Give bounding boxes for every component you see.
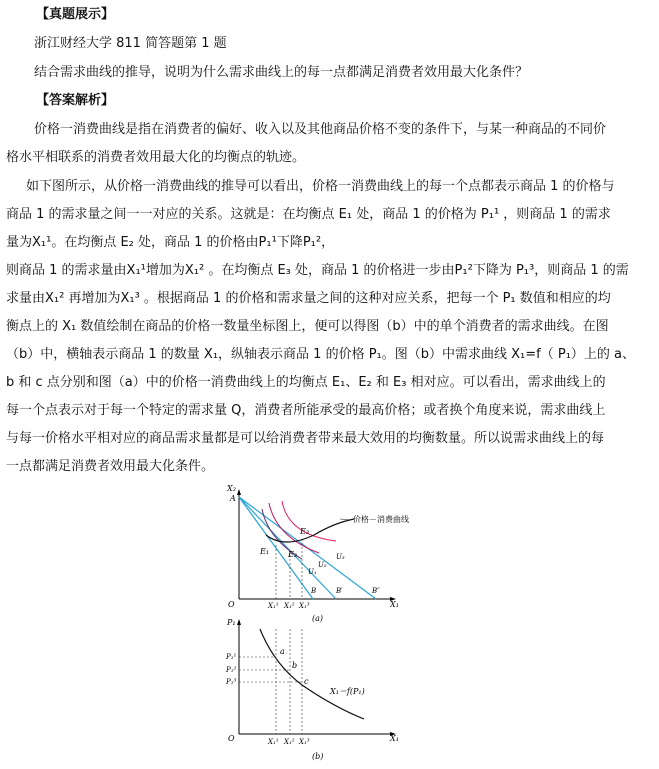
demand-curve — [260, 629, 364, 719]
panel-a-y-arrow — [237, 489, 241, 495]
point-c-demand: c — [304, 677, 309, 686]
answer-line-3: 如下图所示，从价格一消费曲线的推导可以看出，价格一消费曲线上的每一个点都表示商品 1 的价格与 — [26, 179, 615, 194]
budget-line-ab-prime — [239, 497, 336, 599]
panel-a-x-label: X₁ — [390, 600, 399, 609]
point-a-label: A — [230, 494, 236, 503]
section-heading-question: 【真题展示】 — [36, 7, 115, 22]
demand-derivation-figure — [224, 479, 414, 767]
u1-label: U₁ — [308, 568, 317, 576]
b-prime-label: B′ — [336, 587, 343, 595]
u3-label: U₃ — [336, 553, 345, 561]
e2-label: E₂ — [288, 550, 298, 559]
answer-line-5: 量为X₁¹。在均衡点 E₂ 处，商品 1 的价格由P₁¹下降P₁²， — [6, 235, 335, 250]
point-a-demand: a — [280, 647, 285, 656]
panel-b-caption: (b) — [312, 752, 324, 761]
b-double-prime-label: B″ — [372, 587, 380, 595]
x3-tick-a: X₁³ — [299, 602, 310, 610]
question-text: 结合需求曲线的推导，说明为什么需求曲线上的每一点都满足消费者效用最大化条件？ — [34, 65, 529, 80]
u2-label: U₂ — [318, 561, 327, 569]
answer-line-2: 格水平相联系的消费者效用最大化的均衡点的轨迹。 — [6, 150, 306, 165]
panel-a-caption: (a) — [312, 614, 324, 623]
section-heading-answer: 【答案解析】 — [36, 93, 115, 108]
x1-tick-b: X₁¹ — [268, 738, 279, 746]
panel-b-y-arrow — [237, 619, 241, 625]
indifference-curve-u2 — [269, 503, 319, 553]
answer-line-10: b 和 c 点分别和图（a）中的价格一消费曲线上的均衡点 E₁、E₂ 和 E₃ 相对应。可以看出，需求曲线上的 — [6, 375, 606, 390]
b-label: B — [311, 587, 317, 595]
panel-a — [226, 484, 409, 623]
point-b-demand: b — [292, 661, 298, 670]
panel-b-x-label: X₁ — [390, 734, 399, 743]
p1-tick: P₁¹ — [226, 653, 237, 661]
answer-line-1: 价格一消费曲线是指在消费者的偏好、收入以及其他商品价格不变的条件下，与某一种商品的不同价 — [34, 122, 607, 137]
panel-a-y-label: X₂ — [227, 484, 236, 493]
question-source: 浙江财经大学 811 简答题第 1 题 — [34, 36, 227, 51]
demand-curve-label: X₁＝f(P₁) — [330, 687, 365, 696]
panel-b — [225, 618, 399, 761]
pcc-label: 价格－消费曲线 — [353, 515, 409, 524]
panel-b-origin: O — [228, 734, 235, 743]
p3-tick: P₁³ — [226, 678, 237, 686]
x3-tick-b: X₁³ — [299, 738, 310, 746]
answer-line-7: 求量由X₁² 再增加为X₁³ 。根据商品 1 的价格和需求量之间的这种对应关系，把每一个 P₁ 数值和相应的均 — [6, 291, 611, 306]
x1-tick-a: X₁¹ — [268, 602, 279, 610]
x2-tick-b: X₁² — [284, 738, 295, 746]
answer-line-8: 衡点上的 X₁ 数值绘制在商品的价格一数量坐标图上，便可以得图（b）中的单个消费者的需求曲线。在图 — [6, 319, 609, 334]
e1-label: E₁ — [260, 547, 270, 556]
p2-tick: P₁² — [226, 666, 237, 674]
answer-line-12: 与每一价格水平相对应的商品需求量都是可以给消费者带来最大效用的均衡数量。所以说需求曲线上的每 — [6, 431, 605, 446]
answer-line-13: 一点都满足消费者效用最大化条件。 — [6, 459, 215, 474]
x2-tick-a: X₁² — [284, 602, 295, 610]
e3-label: E₃ — [300, 527, 310, 536]
panel-a-origin: O — [228, 600, 235, 609]
panel-b-y-label: P₁ — [227, 618, 236, 627]
answer-line-9: （b）中，横轴表示商品 1 的数量 X₁，纵轴表示商品 1 的价格 P₁。图（b）中需求曲线 X₁=f（ P₁）上的 a、 — [6, 347, 636, 362]
answer-line-6: 则商品 1 的需求量由X₁¹增加为X₁² 。在均衡点 E₃ 处，商品 1 的价格进一步由P₁²下降为 P₁³，则商品 1 的需 — [6, 263, 629, 278]
answer-line-4: 商品 1 的需求量之间一一对应的关系。这就是：在均衡点 E₁ 处，商品 1 的价格为 P₁¹ ，则商品 1 的需求 — [6, 207, 611, 222]
answer-line-11: 每一个点表示对于每一个特定的需求量 Q，消费者所能承受的最高价格；或者换个角度来说，需求曲线上 — [6, 403, 606, 418]
